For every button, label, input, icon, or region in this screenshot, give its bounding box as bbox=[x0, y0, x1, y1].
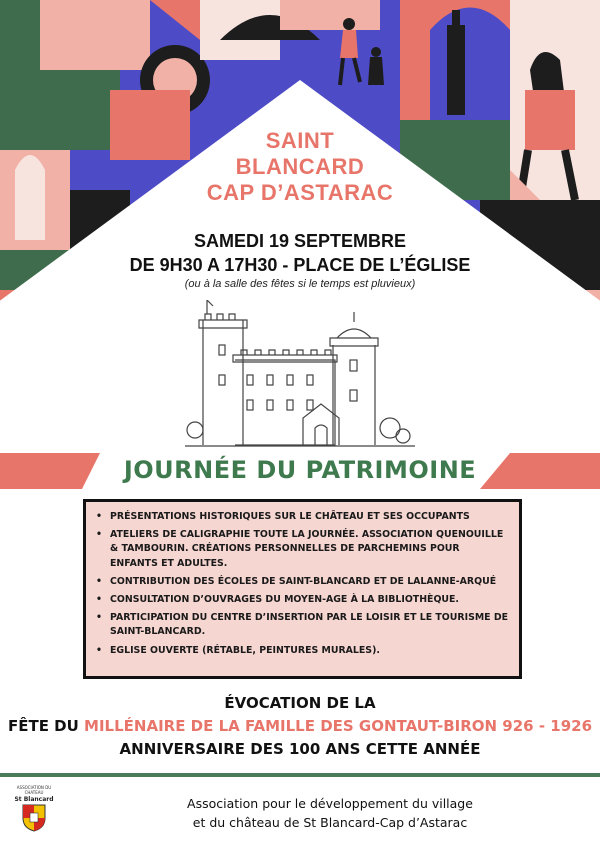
footer-divider bbox=[0, 773, 600, 777]
association-logo bbox=[14, 785, 54, 837]
footer-line-1: Association pour le développement du village bbox=[187, 796, 473, 811]
town-line-1: SAINT bbox=[265, 128, 335, 153]
town-line-2: BLANCARD bbox=[235, 154, 365, 179]
coat-of-arms-icon bbox=[22, 804, 46, 832]
date-line: SAMEDI 19 SEPTEMBRE bbox=[193, 231, 407, 251]
program-item: • EGLISE OUVERTE (RÉTABLE, PEINTURES MURALES). bbox=[96, 644, 509, 658]
time-place-line: DE 9H30 A 17H30 - PLACE DE L’ÉGLISE bbox=[129, 255, 471, 275]
logo-name: St Blancard bbox=[14, 796, 54, 803]
program-list bbox=[96, 510, 509, 658]
evocation-line-1: ÉVOCATION DE LA bbox=[224, 694, 376, 712]
evocation-line-2 bbox=[0, 715, 600, 738]
event-title: JOURNÉE DU PATRIMOINE bbox=[123, 456, 477, 484]
town-name bbox=[0, 128, 600, 206]
evocation-block bbox=[0, 692, 600, 761]
program-item: • CONSULTATION D’OUVRAGES DU MOYEN-AGE À LA BIBLIOTHÈQUE. bbox=[96, 593, 509, 607]
event-date bbox=[0, 229, 600, 277]
town-line-3: CAP D’ASTARAC bbox=[206, 180, 394, 205]
evocation-prefix: FÊTE DU bbox=[7, 717, 85, 735]
weather-note: (ou à la salle des fêtes si le temps est pluvieux) bbox=[184, 278, 416, 290]
program-item: • ATELIERS DE CALIGRAPHIE TOUTE LA JOURNÉE. ASSOCIATION QUENOUILLE & TAMBOURIN. CRÉATIONS PERSONNELLES DE PARCHEMINS POUR ENFANTS ET ADULTES. bbox=[96, 528, 509, 571]
castle-illustration bbox=[185, 300, 415, 450]
millenaire-highlight: MILLÉNAIRE DE LA FAMILLE DES GONTAUT-BIRON 926 - 1926 bbox=[84, 717, 593, 735]
program-box bbox=[83, 499, 522, 679]
program-item: • CONTRIBUTION DES ÉCOLES DE SAINT-BLANCARD ET DE LALANNE-ARQUÉ bbox=[96, 575, 509, 589]
program-item: • PRÉSENTATIONS HISTORIQUES SUR LE CHÂTEAU ET SES OCCUPANTS bbox=[96, 510, 509, 524]
logo-caption: ASSOCIATION DU CHATEAU bbox=[16, 785, 52, 795]
footer-association bbox=[110, 794, 550, 832]
evocation-line-3: ANNIVERSAIRE DES 100 ANS CETTE ANNÉE bbox=[119, 740, 481, 758]
program-item: • PARTICIPATION DU CENTRE D’INSERTION PAR LE LOISIR ET LE TOURISME DE SAINT-BLANCARD. bbox=[96, 611, 509, 639]
footer-line-2: et du château de St Blancard-Cap d’Astarac bbox=[192, 815, 468, 830]
